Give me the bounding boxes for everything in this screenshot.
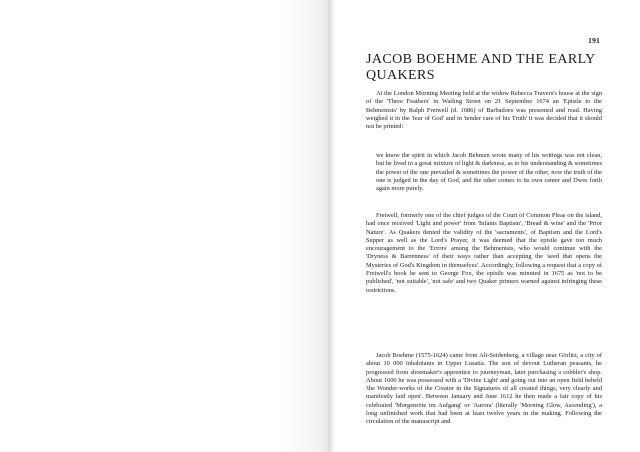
body-paragraph-boehme: Jacob Boehme (1575-1624) came from Alt-Seidenberg, a village near Görlitz, a city of about 10 000 inhabitants in Upper Lusatia. The son of devout Lutheran peasants, he progressed from shoemaker's apprentice to journeyman, later purchasing a cobbler's shop. About 1600 he was possessed with a 'Divine Light' and going out into an open field beheld 'the Wonder-works of the Creator in the Signatures of all created things, very clearly and manifestly laid open'. Between January and June 1612 he then made a fair copy of his celebrated 'Morgenröte im Aufgang' or 'Aurora' (literally 'Morning Glow, Ascending'), a long unfinished work that had been at least twelve years in the making. Following the circulation of the manuscript and xyxy=(366,352,602,426)
chapter-title: JACOB BOEHME AND THE EARLY QUAKERS xyxy=(366,52,596,83)
body-paragraph-fretwell: Fretwell, formerly one of the chief judges of the Court of Common Pleas on the island, had once received 'Light and power' from 'Infants Baptism', 'Bread & wine' and the 'Prior Nature'. As Quakers denied the validity of the 'sacraments', of Baptism and the Lord's Supper as well as the Lord's Prayer, it was deemed that the epistle gave too much encouragement to the 'Errors' among the Behmenists, who would continue with the 'Dryness & Barrenness' of their ways rather than accepting the 'seed that opens the Mysteries of God's Kingdom in themselves'. Accordingly, following a request that a copy of Fretwell's book be sent to George Fox, the epistle was minuted in 1675 as 'not to be published', 'not suitable', 'not safe' and two Quaker printers warned against infringing these restrictions. xyxy=(366,212,602,294)
block-quote: we know the spirit in which Jacob Behmen wrote many of his writings was not clean, but he lived in a great mixture of light & darkness, as to his understanding & sometimes the power of the one prevailed & sometimes the power of the other, now the truth of the one is judged in the day of God, and the other comes to its own center and Dwes forth again more purely. xyxy=(376,152,602,193)
opening-paragraph: At the London Morning Meeting held at the widow Rebecca Travers's house at the sign of the 'Three Feathers' in Watling Street on 21 September 1674 an 'Epistle to the Behmenists' by Ralph Fretwell (d. 1686) of Barbadoes was presented and read. Having weighed it in the 'fear of God' and in 'tender care of his Truth' it was decided that it should not be printed: xyxy=(366,90,602,131)
page-number: 191 xyxy=(588,36,600,45)
